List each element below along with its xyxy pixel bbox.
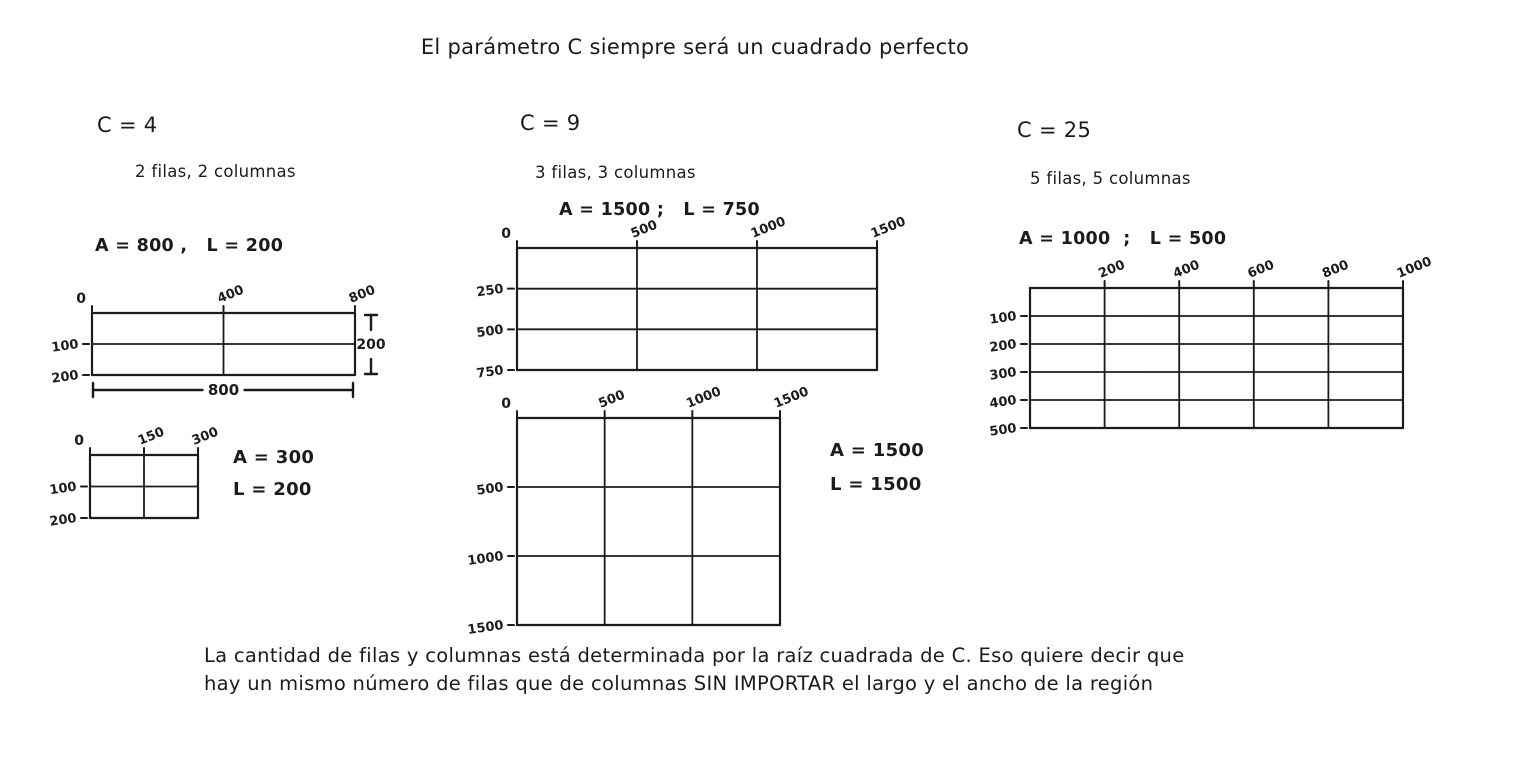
grid-c9-square-label-l: L = 1500 — [830, 474, 922, 495]
svg-text:200: 200 — [356, 337, 386, 353]
svg-text:1500: 1500 — [466, 618, 505, 638]
svg-text:0: 0 — [501, 226, 511, 242]
svg-text:500: 500 — [988, 421, 1018, 440]
footer-line-1: La cantidad de filas y columnas está determinada por la raíz cuadrada de C. Eso quiere decir que — [204, 644, 1185, 667]
svg-text:500: 500 — [628, 217, 660, 242]
grid-c25 — [978, 236, 1455, 484]
grid-c4-main-label: A = 800 , L = 200 — [95, 236, 284, 256]
section-c4-param: C = 4 — [97, 113, 158, 137]
svg-text:600: 600 — [1245, 257, 1277, 282]
svg-text:100: 100 — [48, 479, 78, 499]
section-c4-dims: 2 filas, 2 columnas — [135, 162, 296, 181]
grid-c9-square — [465, 366, 832, 681]
section-c25-param: C = 25 — [1017, 118, 1092, 142]
svg-text:150: 150 — [135, 424, 167, 449]
svg-text:400: 400 — [1171, 257, 1202, 282]
svg-text:400: 400 — [988, 393, 1018, 412]
grid-c4-small-label-a: A = 300 — [233, 447, 315, 468]
svg-text:300: 300 — [988, 365, 1018, 384]
svg-text:800: 800 — [346, 282, 378, 307]
section-c9-dims: 3 filas, 3 columnas — [535, 163, 696, 182]
grid-c9-wide-label: A = 1500 ; L = 750 — [559, 200, 760, 220]
section-c9-param: C = 9 — [520, 111, 581, 135]
svg-text:1500: 1500 — [771, 384, 812, 412]
svg-text:500: 500 — [475, 322, 505, 342]
section-c25-dims: 5 filas, 5 columnas — [1030, 169, 1191, 188]
grid-c4-small — [38, 403, 250, 574]
grid-c9-square-label-a: A = 1500 — [830, 440, 925, 461]
svg-text:1000: 1000 — [684, 384, 724, 412]
svg-text:0: 0 — [76, 291, 86, 307]
svg-text:0: 0 — [501, 396, 511, 412]
svg-text:200: 200 — [1096, 257, 1128, 282]
svg-text:400: 400 — [215, 282, 247, 307]
svg-text:100: 100 — [988, 309, 1018, 328]
svg-text:0: 0 — [74, 433, 84, 449]
grid-c4-small-label-l: L = 200 — [233, 479, 312, 500]
svg-text:100: 100 — [50, 337, 80, 356]
svg-text:1000: 1000 — [748, 214, 789, 242]
svg-text:500: 500 — [475, 480, 505, 499]
page-title: El parámetro C siempre será un cuadrado perfecto — [420, 35, 970, 59]
svg-text:1000: 1000 — [1394, 254, 1435, 282]
grid-c25-label: A = 1000 ; L = 500 — [1019, 229, 1227, 249]
svg-text:1000: 1000 — [466, 549, 505, 569]
svg-text:200: 200 — [48, 511, 78, 530]
svg-text:200: 200 — [50, 368, 80, 387]
svg-text:800: 800 — [207, 381, 240, 399]
svg-text:300: 300 — [189, 424, 221, 449]
footer-line-2: hay un mismo número de filas que de columnas SIN IMPORTAR el largo y el ancho de la región — [204, 672, 1154, 695]
svg-text:250: 250 — [475, 281, 505, 301]
svg-text:200: 200 — [988, 337, 1018, 356]
svg-text:750: 750 — [475, 363, 505, 382]
svg-text:500: 500 — [596, 387, 628, 412]
svg-text:1500: 1500 — [868, 214, 909, 242]
svg-text:800: 800 — [1320, 257, 1352, 282]
